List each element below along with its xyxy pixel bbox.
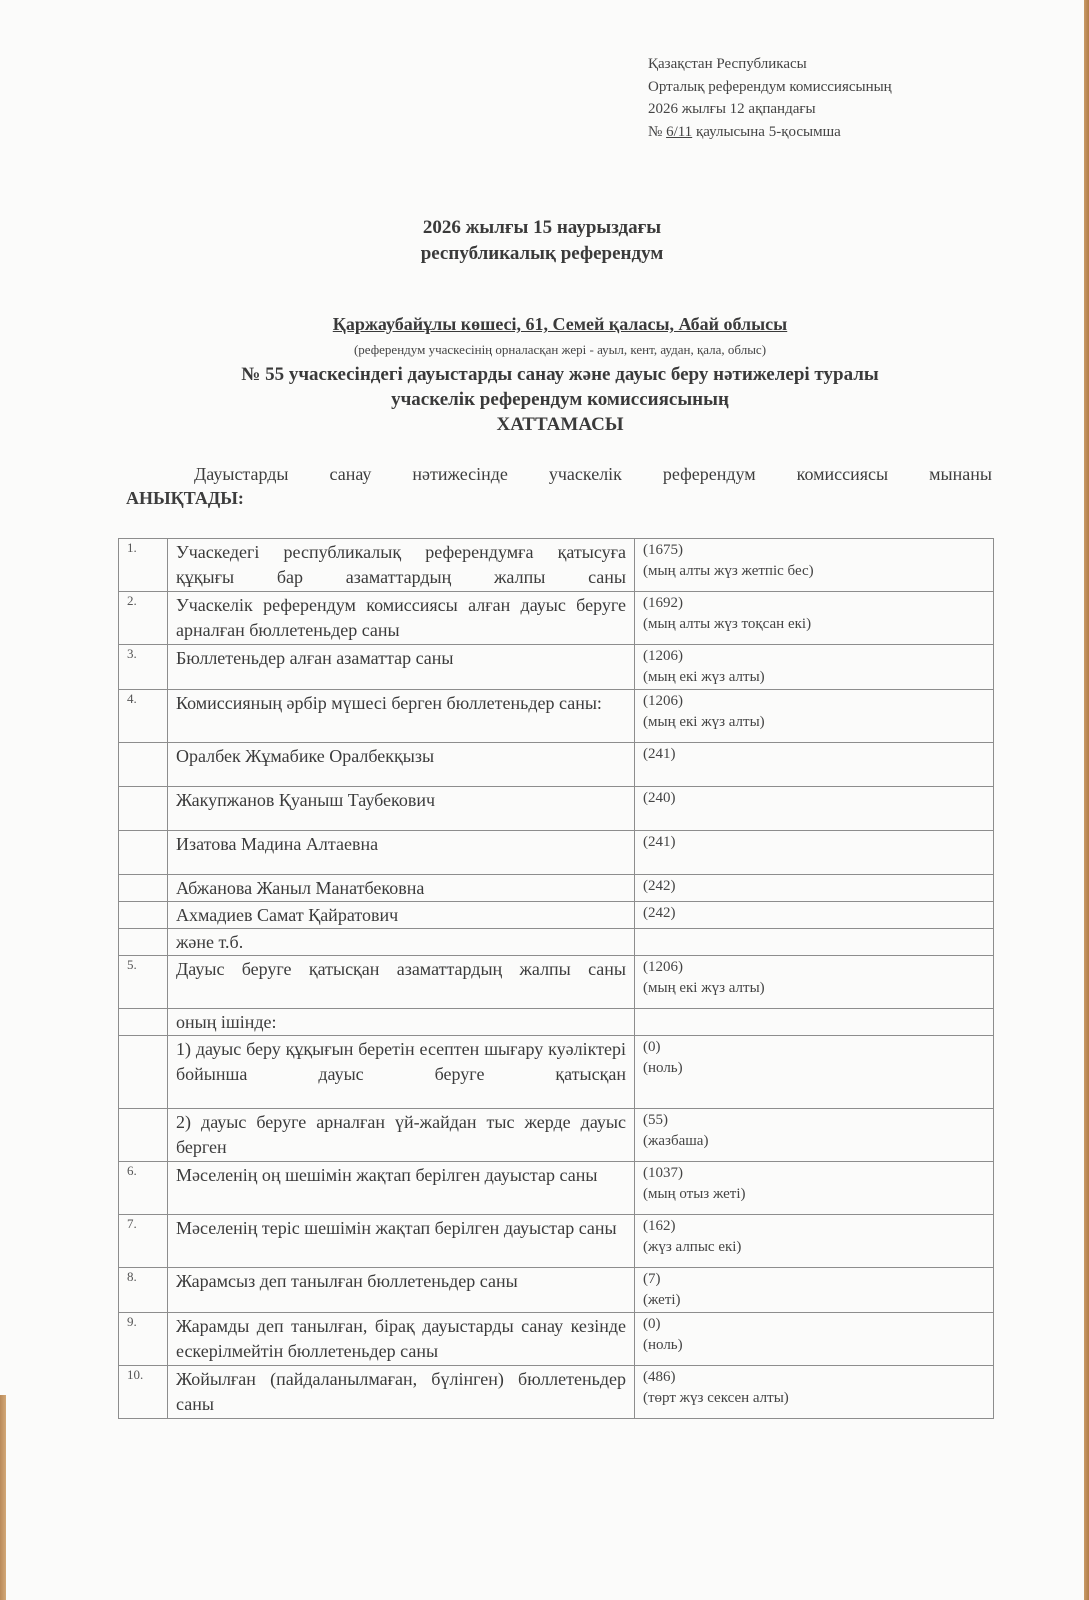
- row-number: 7.: [119, 1215, 168, 1268]
- row-number: 3.: [119, 645, 168, 690]
- table-row: [119, 1036, 994, 1109]
- row-value: [635, 1009, 994, 1036]
- value-words: (жазбаша): [643, 1133, 709, 1149]
- referendum-type: республикалық референдум: [420, 243, 664, 264]
- row-number: 9.: [119, 1313, 168, 1366]
- row-value: [635, 645, 994, 690]
- table-row: [119, 1268, 994, 1313]
- row-value: [635, 1109, 994, 1162]
- value-words: (мың екі жүз алты): [643, 669, 765, 685]
- value-number: (7): [643, 1271, 661, 1287]
- table-row: [119, 902, 994, 929]
- intro-word: референдум: [662, 464, 756, 484]
- value-number: (1037): [643, 1165, 683, 1181]
- value-words: (мың екі жүз алты): [643, 714, 765, 730]
- row-label: Жарамсыз деп танылған бюллетеньдер саны: [168, 1268, 635, 1313]
- appendix-suffix: қаулысына 5-қосымша: [692, 123, 841, 140]
- intro-word: мынаны: [929, 464, 992, 484]
- value-number: (242): [643, 905, 676, 921]
- row-label: Мәселенің теріс шешімін жақтап берілген дауыстар саны: [168, 1215, 635, 1268]
- protocol-title-line-1: № 55 учаскесіндегі дауыстарды санау және дауыс беру нәтижелері туралы: [241, 364, 879, 385]
- value-words: (жүз алпыс екі): [643, 1239, 742, 1255]
- row-label: Жойылған (пайдаланылмаған, бүлінген) бюллетеньдер саны: [168, 1366, 635, 1419]
- row-value: [635, 1268, 994, 1313]
- referendum-title: [0, 215, 1084, 267]
- member-name: Изатова Мадина Алтаевна: [168, 831, 635, 875]
- table-row: [119, 956, 994, 1009]
- row-value: [635, 956, 994, 1009]
- row-label: Мәселенің оң шешімін жақтап берілген дауыстар саны: [168, 1162, 635, 1215]
- row-number: [119, 1109, 168, 1162]
- table-row: [119, 929, 994, 956]
- value-number: (241): [643, 746, 676, 762]
- table-row: [119, 1313, 994, 1366]
- protocol-title: [0, 362, 1089, 437]
- table-row: [119, 1009, 994, 1036]
- row-number: 8.: [119, 1268, 168, 1313]
- appendix-line-3: 2026 жылғы 12 ақпандағы: [648, 101, 816, 117]
- row-value: [635, 743, 994, 787]
- value-number: (240): [643, 790, 676, 806]
- value-number: (1675): [643, 542, 683, 558]
- value-words: (ноль): [643, 1337, 683, 1353]
- value-words: (мың екі жүз алты): [643, 980, 765, 996]
- row-label: Учаскедегі республикалық референдумға қатысуға құқығы бар азаматтардың жалпы саны: [168, 539, 635, 592]
- value-words: (жеті): [643, 1292, 681, 1308]
- referendum-date: 2026 жылғы 15 наурыздағы: [422, 217, 662, 238]
- row-number: 5.: [119, 956, 168, 1009]
- row-value: [635, 929, 994, 956]
- row-number: 10.: [119, 1366, 168, 1419]
- intro-word: Дауыстарды: [194, 464, 289, 484]
- table-row: [119, 592, 994, 645]
- value-number: (1206): [643, 693, 683, 709]
- row-label: оның ішінде:: [168, 1009, 635, 1036]
- row-number: [119, 831, 168, 875]
- row-number: [119, 875, 168, 902]
- protocol-title-line-3: ХАТТАМАСЫ: [496, 414, 624, 435]
- value-number: (241): [643, 834, 676, 850]
- row-number: 6.: [119, 1162, 168, 1215]
- table-row: [119, 1366, 994, 1419]
- row-number: [119, 787, 168, 831]
- table-row: [119, 1162, 994, 1215]
- row-number: [119, 743, 168, 787]
- desk-edge-left: [0, 1395, 6, 1600]
- row-number: 4.: [119, 690, 168, 743]
- value-number: (0): [643, 1316, 661, 1332]
- row-number: [119, 902, 168, 929]
- appendix-line-1: Қазақстан Республикасы: [648, 56, 807, 72]
- intro-line: [126, 462, 992, 486]
- row-label: 1) дауыс беру құқығын беретін есептен шығару куәліктері бойынша дауыс беруге қатысқан: [168, 1036, 635, 1109]
- member-name: Оралбек Жұмабике Оралбекқызы: [168, 743, 635, 787]
- row-value: [635, 831, 994, 875]
- precinct-address: Қаржаубайұлы көшесі, 61, Семей қаласы, Абай облысы: [332, 314, 788, 334]
- value-words: (мың алты жүз тоқсан екі): [643, 616, 812, 632]
- row-label: Учаскелік референдум комиссиясы алған дауыс беруге арналған бюллетеньдер саны: [168, 592, 635, 645]
- member-name: Ахмадиев Самат Қайратович: [168, 902, 635, 929]
- value-number: (162): [643, 1218, 676, 1234]
- table-row: [119, 743, 994, 787]
- row-value: [635, 902, 994, 929]
- table-row: [119, 1109, 994, 1162]
- row-label: Бюллетеньдер алған азаматтар саны: [168, 645, 635, 690]
- row-number: [119, 929, 168, 956]
- value-number: (1692): [643, 595, 683, 611]
- row-number: [119, 1009, 168, 1036]
- value-words: (мың отыз жеті): [643, 1186, 746, 1202]
- member-name: Жакупжанов Қуаныш Таубекович: [168, 787, 635, 831]
- appendix-line-4: [648, 121, 892, 144]
- row-value: [635, 1215, 994, 1268]
- value-words: (мың алты жүз жетпіс бес): [643, 563, 814, 579]
- row-value: [635, 875, 994, 902]
- row-value: [635, 539, 994, 592]
- row-label: Дауыс беруге қатысқан азаматтардың жалпы саны: [168, 956, 635, 1009]
- appendix-note: [648, 53, 892, 143]
- row-value: [635, 1036, 994, 1109]
- row-value: [635, 592, 994, 645]
- row-value: [635, 787, 994, 831]
- table-row: [119, 787, 994, 831]
- row-label: Комиссияның әрбір мүшесі берген бюллетеньдер саны:: [168, 690, 635, 743]
- protocol-table: [118, 538, 994, 1419]
- table-row: [119, 539, 994, 592]
- row-number: 2.: [119, 592, 168, 645]
- value-number: (55): [643, 1112, 668, 1128]
- table-row: [119, 645, 994, 690]
- value-number: (242): [643, 878, 676, 894]
- row-value: [635, 690, 994, 743]
- row-value: [635, 1366, 994, 1419]
- value-words: (ноль): [643, 1060, 683, 1076]
- intro-paragraph: [126, 462, 992, 510]
- resolution-number: 6/11: [666, 123, 693, 140]
- value-number: (1206): [643, 648, 683, 664]
- table-row: [119, 1215, 994, 1268]
- precinct-address-note: (референдум учаскесінің орналасқан жері - ауыл, кент, аудан, қала, облыс): [353, 342, 767, 357]
- row-label: және т.б.: [168, 929, 635, 956]
- desk-edge-right: [1084, 0, 1089, 1600]
- table-row: [119, 690, 994, 743]
- table-row: [119, 831, 994, 875]
- row-value: [635, 1162, 994, 1215]
- intro-word: нәтижесінде: [412, 464, 508, 484]
- number-sign: №: [648, 123, 667, 140]
- intro-word: учаскелік: [548, 464, 622, 484]
- intro-word: комиссиясы: [796, 464, 889, 484]
- row-label: Жарамды деп танылған, бірақ дауыстарды санау кезінде ескерілмейтін бюллетеньдер саны: [168, 1313, 635, 1366]
- value-number: (1206): [643, 959, 683, 975]
- row-number: [119, 1036, 168, 1109]
- value-number: (0): [643, 1039, 661, 1055]
- member-name: Абжанова Жаныл Манатбековна: [168, 875, 635, 902]
- row-label: 2) дауыс беруге арналған үй-жайдан тыс жерде дауыс берген: [168, 1109, 635, 1162]
- row-number: 1.: [119, 539, 168, 592]
- value-number: (486): [643, 1369, 676, 1385]
- intro-word: санау: [329, 464, 372, 484]
- determined-label: АНЫҚТАДЫ:: [126, 488, 244, 508]
- table-row: [119, 875, 994, 902]
- protocol-title-line-2: учаскелік референдум комиссиясының: [391, 389, 729, 410]
- row-value: [635, 1313, 994, 1366]
- value-words: (төрт жүз сексен алты): [643, 1390, 789, 1406]
- appendix-line-2: Орталық референдум комиссиясының: [648, 78, 892, 95]
